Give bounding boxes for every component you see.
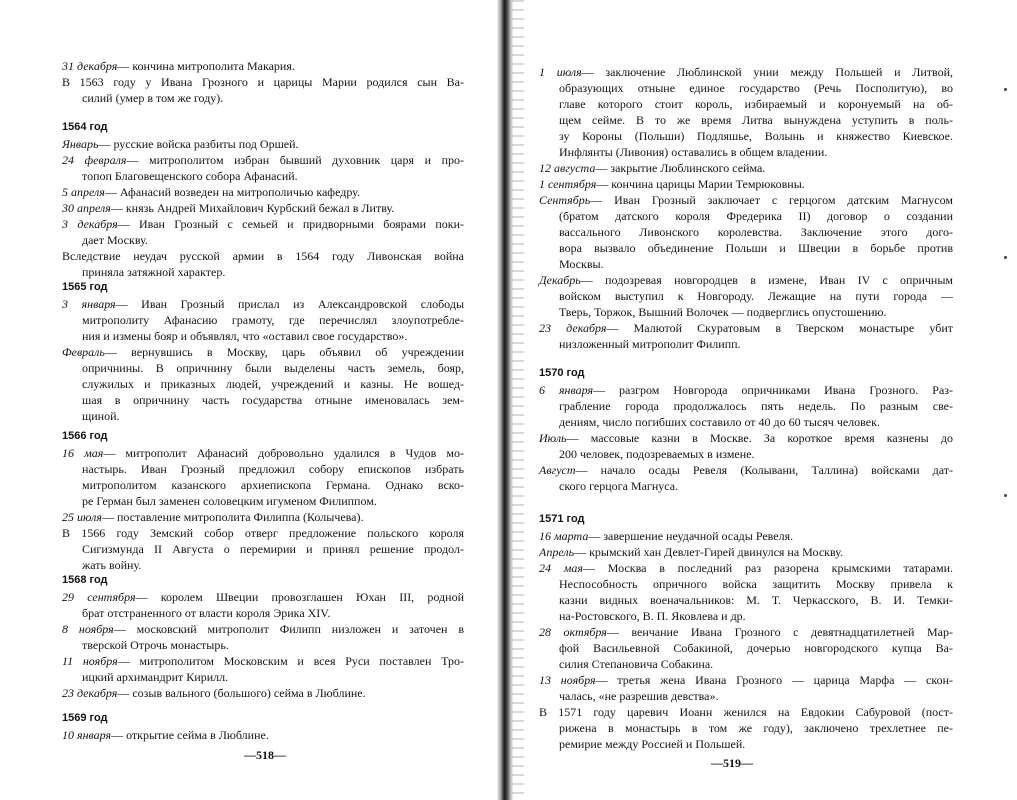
chronicle-note bbox=[62, 74, 464, 106]
entry-line bbox=[539, 528, 953, 544]
entry-line bbox=[62, 168, 464, 184]
entry-text: (братом датского короля Фредерика II) договор о создании bbox=[559, 209, 953, 223]
entry-line bbox=[539, 624, 953, 640]
entry-line bbox=[539, 224, 953, 240]
entry-text: ского герцога Магнуса. bbox=[559, 479, 679, 493]
chronicle-entry bbox=[539, 320, 953, 352]
entry-line bbox=[539, 256, 953, 272]
entry-line bbox=[62, 525, 464, 541]
entry-date: 10 января bbox=[62, 728, 112, 742]
entry-text: — кончина царицы Марии Темрюковны. bbox=[596, 177, 805, 191]
entry-line bbox=[62, 376, 464, 392]
entry-line bbox=[539, 272, 953, 288]
entry-date: 23 декабря bbox=[62, 686, 118, 700]
page-number-right: —519— bbox=[711, 756, 753, 770]
chronicle-entry bbox=[62, 136, 464, 152]
entry-line bbox=[539, 736, 953, 752]
entry-text: ицкий архимандрит Кирилл. bbox=[82, 670, 229, 684]
year-heading: 1569 год bbox=[62, 712, 108, 724]
entry-line bbox=[62, 408, 464, 424]
entry-text: — кончина митрополита Макария. bbox=[117, 59, 295, 73]
entry-line bbox=[62, 136, 464, 152]
entry-date: Сентябрь bbox=[539, 193, 591, 207]
chronicle-entry bbox=[62, 152, 464, 184]
entry-line bbox=[539, 720, 953, 736]
entry-line bbox=[539, 112, 953, 128]
entry-line bbox=[62, 509, 464, 525]
entry-line bbox=[539, 176, 953, 192]
entry-text: ремирие между Россией и Польшей. bbox=[559, 737, 746, 751]
entry-line bbox=[62, 493, 464, 509]
entry-text: — Иван Грозный с семьей и придворными боярами поки- bbox=[117, 217, 465, 231]
year-heading: 1566 год bbox=[62, 430, 108, 442]
entry-line bbox=[539, 446, 953, 462]
entry-date: 5 апреля bbox=[62, 185, 105, 199]
entry-line bbox=[62, 605, 464, 621]
entry-text: — Иван Грозный заключает с герцогом датским Магнусом bbox=[590, 193, 953, 207]
entry-text: ре Герман был заменен соловецким игуменом Филиппом. bbox=[82, 494, 377, 508]
chronicle-entry bbox=[62, 200, 464, 216]
entry-date: 6 января bbox=[539, 383, 594, 397]
entry-text: фой Васильевной Собакиной, дочерью новгородского купца Ва- bbox=[559, 641, 953, 655]
entry-line bbox=[62, 264, 464, 280]
entry-text: дениям, число погибших составило от 40 до 60 тысяч человек. bbox=[559, 415, 880, 429]
chronicle-entry bbox=[62, 589, 464, 621]
entry-text: дает Москву. bbox=[82, 233, 148, 247]
entry-line bbox=[539, 382, 953, 398]
entry-date: 3 декабря bbox=[62, 217, 118, 231]
entry-date: Январь bbox=[62, 137, 99, 151]
entry-text: войском выступил к Новгороду. Лежащие на пути города — bbox=[559, 289, 953, 303]
entry-line bbox=[539, 560, 953, 576]
entry-text: — заключение Люблинской унии между Польшей и Литвой, bbox=[581, 65, 954, 79]
entry-line bbox=[539, 208, 953, 224]
entry-date: 23 декабря bbox=[539, 321, 607, 335]
entry-line bbox=[62, 312, 464, 328]
entry-line bbox=[539, 320, 953, 336]
entry-date: 24 февраля bbox=[62, 153, 127, 167]
entry-line bbox=[539, 608, 953, 624]
entry-text: — митрополит Афанасий добровольно удалился в Чудов мо- bbox=[103, 446, 464, 460]
entry-line bbox=[62, 216, 464, 232]
entry-text: — завершение неудачной осады Ревеля. bbox=[588, 529, 794, 543]
entry-text: — подозревая новгородцев в измене, Иван IV с опричным bbox=[580, 273, 953, 287]
entry-line bbox=[62, 461, 464, 477]
entry-text: Москвы. bbox=[559, 257, 604, 271]
entry-text: щем сейме. В то же время Литва вынуждена уступить в поль- bbox=[559, 113, 953, 127]
entry-text: опричнины. В опричнину были выделены часть земель, бояр, bbox=[82, 361, 464, 375]
chronicle-entry bbox=[539, 176, 953, 192]
chronicle-entry bbox=[539, 64, 953, 160]
entry-line bbox=[539, 96, 953, 112]
chronicle-note bbox=[539, 704, 953, 752]
entry-line bbox=[62, 653, 464, 669]
entry-line bbox=[62, 296, 464, 312]
entry-line bbox=[539, 688, 953, 704]
entry-date: 12 августа bbox=[539, 161, 596, 175]
chronicle-entry bbox=[539, 160, 953, 176]
entry-line bbox=[539, 576, 953, 592]
entry-line bbox=[539, 462, 953, 478]
entry-text: В 1571 году царевич Иоанн женился на Евдокии Сабуровой (пост- bbox=[539, 705, 953, 719]
chronicle-entry bbox=[62, 727, 464, 743]
entry-date: 16 мая bbox=[62, 446, 104, 460]
entry-line bbox=[62, 392, 464, 408]
entry-line bbox=[62, 669, 464, 685]
entry-text: Инфлянты (Ливония) оставались в общем владении. bbox=[559, 145, 828, 159]
entry-line bbox=[539, 240, 953, 256]
entry-text: — Афанасий возведен на митрополичью кафедру. bbox=[104, 185, 360, 199]
chronicle-entry bbox=[62, 621, 464, 653]
entry-date: 13 ноября bbox=[539, 673, 596, 687]
scan-speck bbox=[1004, 256, 1007, 259]
entry-text: ния и измены бояр и объявлял, что «оставил свое государство». bbox=[82, 329, 408, 343]
entry-text: на-Ростовского, В. П. Яковлева и др. bbox=[559, 609, 746, 623]
entry-line bbox=[539, 640, 953, 656]
entry-text: образующих отныне единое государство (Речь Посполитую), во bbox=[559, 81, 953, 95]
page-number-left: —518— bbox=[244, 748, 286, 762]
entry-text: В 1566 году Земский собор отверг предложение польского короля bbox=[62, 526, 464, 540]
entry-text: — московский митрополит Филипп низложен и заточен в bbox=[113, 622, 464, 636]
entry-line bbox=[539, 414, 953, 430]
entry-text: чалась, «не разрешив девства». bbox=[559, 689, 719, 703]
entry-text: настырь. Иван Грозный предложил собору епископов избрать bbox=[82, 462, 464, 476]
entry-text: — начало осады Ревеля (Колывани, Таллина) войсками дат- bbox=[575, 463, 953, 477]
entry-date: 1 июля bbox=[539, 65, 582, 79]
entry-line bbox=[62, 445, 464, 461]
entry-text: — митрополитом избран бывший духовник царя и про- bbox=[126, 153, 464, 167]
entry-date: 30 апреля bbox=[62, 201, 111, 215]
entry-line bbox=[539, 704, 953, 720]
entry-text: казни видных военачальников: М. Т. Черкасского, В. И. Темки- bbox=[559, 593, 953, 607]
chronicle-entry bbox=[62, 216, 464, 248]
entry-text: — третья жена Ивана Грозного — царица Марфа — скон- bbox=[595, 673, 953, 687]
entry-text: В 1563 году у Ивана Грозного и царицы Марии родился сын Ва- bbox=[62, 75, 464, 89]
entry-text: митрополиту Афанасию грамоту, где перечислял злоупотребле- bbox=[82, 313, 464, 327]
year-heading: 1564 год bbox=[62, 121, 108, 133]
entry-text: — поставление митрополита Филиппа (Колычева). bbox=[101, 510, 364, 524]
entry-date: 8 ноября bbox=[62, 622, 114, 636]
entry-line bbox=[539, 430, 953, 446]
entry-line bbox=[539, 192, 953, 208]
entry-line bbox=[539, 160, 953, 176]
entry-date: 11 ноября bbox=[62, 654, 118, 668]
entry-line bbox=[539, 288, 953, 304]
year-heading: 1568 год bbox=[62, 574, 108, 586]
entry-line bbox=[62, 727, 464, 743]
entry-text: — вернувшись в Москву, царь объявил об учреждении bbox=[104, 345, 464, 359]
entry-text: силия Степановича Собакина. bbox=[559, 657, 714, 671]
entry-text: Тверь, Торжок, Вышний Волочек — подверглись опустошению. bbox=[559, 305, 887, 319]
entry-line bbox=[62, 328, 464, 344]
entry-text: — Москва в последний раз разорена крымскими татарами. bbox=[583, 561, 953, 575]
entry-line bbox=[62, 477, 464, 493]
left-page bbox=[0, 0, 500, 800]
chronicle-entry bbox=[539, 672, 953, 704]
entry-line bbox=[62, 248, 464, 264]
entry-text: зу Короны (Польши) Подляшье, Волынь и княжество Киевское. bbox=[559, 129, 953, 143]
entry-line bbox=[539, 656, 953, 672]
entry-text: — разгром Новгорода опричниками Ивана Грозного. Раз- bbox=[593, 383, 954, 397]
entry-line bbox=[539, 64, 953, 80]
entry-line bbox=[539, 672, 953, 688]
right-page bbox=[507, 0, 1017, 800]
entry-line bbox=[539, 478, 953, 494]
entry-text: — митрополитом Московским и всея Руси поставлен Тро- bbox=[117, 654, 465, 668]
entry-date: 29 сентября bbox=[62, 590, 136, 604]
entry-date: Июль bbox=[539, 431, 567, 445]
entry-line bbox=[62, 621, 464, 637]
entry-line bbox=[539, 304, 953, 320]
chronicle-entry bbox=[539, 624, 953, 672]
entry-text: — русские войска разбиты под Оршей. bbox=[98, 137, 299, 151]
chronicle-entry bbox=[539, 192, 953, 272]
entry-text: низложенный митрополит Филипп. bbox=[559, 337, 741, 351]
entry-text: служилых и приказных людей, учреждений и казны. Не вошед- bbox=[82, 377, 464, 391]
scan-speck bbox=[1004, 88, 1007, 91]
entry-text: силий (умер в том же году). bbox=[82, 91, 224, 105]
entry-date: 25 июля bbox=[62, 510, 102, 524]
entry-text: вассального Ливонского королевства. Заключение этого дого- bbox=[559, 225, 953, 239]
entry-date: 1 сентября bbox=[539, 177, 597, 191]
entry-text: приняла затяжной характер. bbox=[82, 265, 226, 279]
entry-date: Февраль bbox=[62, 345, 105, 359]
chronicle-entry bbox=[539, 272, 953, 320]
entry-line bbox=[539, 128, 953, 144]
entry-text: шая в опричнину часть государства отныне именовалась зем- bbox=[82, 393, 464, 407]
entry-line bbox=[62, 557, 464, 573]
entry-text: митрополитом казанского архиепископа Германа. Однако вско- bbox=[82, 478, 464, 492]
year-heading: 1565 год bbox=[62, 281, 108, 293]
entry-text: — венчание Ивана Грозного с девятнадцатилетней Мар- bbox=[606, 625, 953, 639]
entry-date: Апрель bbox=[539, 545, 575, 559]
entry-text: главе которого стоит король, избираемый и коронуемый на об- bbox=[559, 97, 953, 111]
entry-text: — королем Швеции провозглашен Юхан III, родной bbox=[135, 590, 465, 604]
entry-text: — открытие сейма в Люблине. bbox=[111, 728, 269, 742]
chronicle-entry bbox=[539, 462, 953, 494]
chronicle-entry bbox=[62, 296, 464, 344]
entry-date: 31 декабря bbox=[62, 59, 118, 73]
chronicle-entry bbox=[539, 382, 953, 430]
entry-date: 28 октября bbox=[539, 625, 607, 639]
entry-line bbox=[539, 80, 953, 96]
entry-line bbox=[62, 360, 464, 376]
entry-text: — Иван Грозный прислал из Александровской слободы bbox=[115, 297, 465, 311]
entry-line bbox=[62, 90, 464, 106]
chronicle-entry bbox=[62, 685, 464, 701]
chronicle-entry bbox=[539, 544, 953, 560]
chronicle-note bbox=[62, 248, 464, 280]
entry-text: тверской Отрочь монастырь. bbox=[82, 638, 229, 652]
entry-text: рижена в монастырь в том же году), заключено трехлетнее пе- bbox=[559, 721, 953, 735]
chronicle-entry bbox=[62, 344, 464, 424]
chronicle-entry bbox=[539, 560, 953, 624]
entry-text: Неспособность опричного войска защитить Москву привела к bbox=[559, 577, 953, 591]
entry-text: Вследствие неудач русской армии в 1564 году Ливонская война bbox=[62, 249, 464, 263]
entry-date: 16 марта bbox=[539, 529, 589, 543]
entry-text: — князь Андрей Михайлович Курбский бежал в Литву. bbox=[110, 201, 395, 215]
entry-line bbox=[62, 541, 464, 557]
entry-line bbox=[539, 336, 953, 352]
year-heading: 1571 год bbox=[539, 513, 585, 525]
entry-text: вора вызвало объединение Польши и Швеции в борьбе против bbox=[559, 241, 953, 255]
chronicle-entry bbox=[539, 430, 953, 462]
entry-line bbox=[62, 637, 464, 653]
chronicle-entry bbox=[62, 184, 464, 200]
entry-text: щиной. bbox=[82, 409, 120, 423]
entry-text: — Малютой Скуратовым в Тверском монастыре убит bbox=[606, 321, 954, 335]
year-heading: 1570 год bbox=[539, 367, 585, 379]
entry-date: 3 января bbox=[62, 297, 116, 311]
entry-text: грабление города продолжалось пять недель. По разным све- bbox=[559, 399, 953, 413]
entry-line bbox=[62, 344, 464, 360]
entry-line bbox=[62, 200, 464, 216]
chronicle-entry bbox=[539, 528, 953, 544]
entry-line bbox=[62, 184, 464, 200]
scan-speck bbox=[1004, 494, 1007, 497]
entry-line bbox=[62, 589, 464, 605]
entry-line bbox=[62, 232, 464, 248]
entry-text: — закрытие Люблинского сейма. bbox=[595, 161, 766, 175]
entry-text: Сигизмунда II Августа о перемирии и принял решение продол- bbox=[82, 542, 464, 556]
entry-line bbox=[539, 544, 953, 560]
chronicle-note bbox=[62, 525, 464, 573]
entry-line bbox=[539, 398, 953, 414]
entry-date: 24 мая bbox=[539, 561, 584, 575]
chronicle-entry bbox=[62, 653, 464, 685]
entry-line bbox=[62, 58, 464, 74]
entry-line bbox=[62, 685, 464, 701]
entry-date: Август bbox=[539, 463, 576, 477]
entry-line bbox=[62, 152, 464, 168]
entry-line bbox=[539, 592, 953, 608]
entry-text: жать войну. bbox=[82, 558, 142, 572]
entry-text: — массовые казни в Москве. За короткое время казнены до bbox=[566, 431, 953, 445]
entry-text: топоп Благовещенского собора Афанасий. bbox=[82, 169, 298, 183]
entry-text: — крымский хан Девлет-Гирей двинулся на Москву. bbox=[574, 545, 844, 559]
entry-text: брат отстраненного от власти короля Эрика XIV. bbox=[82, 606, 331, 620]
chronicle-entry bbox=[62, 58, 464, 74]
entry-line bbox=[539, 144, 953, 160]
entry-text: — созыв вального (большого) сейма в Люблине. bbox=[117, 686, 366, 700]
entry-date: Декабрь bbox=[539, 273, 581, 287]
entry-line bbox=[62, 74, 464, 90]
chronicle-entry bbox=[62, 445, 464, 509]
chronicle-entry bbox=[62, 509, 464, 525]
entry-text: 200 человек, подозреваемых в измене. bbox=[559, 447, 755, 461]
